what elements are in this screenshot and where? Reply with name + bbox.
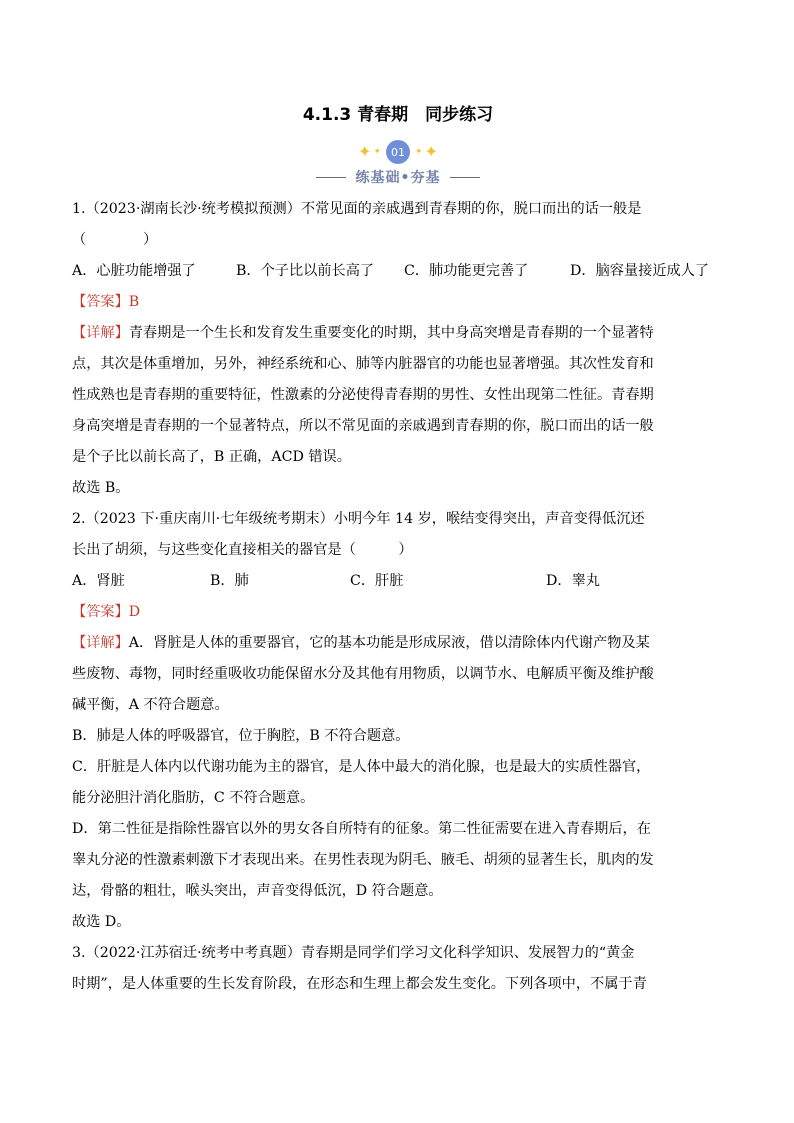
detail-line: 能分泌胆汁消化脂肪，C 不符合题意。 xyxy=(72,790,315,806)
star-icon: ✦ xyxy=(415,146,423,157)
conclusion: 故选 B。 xyxy=(72,480,130,496)
section-badge-row xyxy=(72,138,724,166)
option: B．个子比以前长高了 xyxy=(236,263,375,279)
question-stem: 3.（2022·江苏宿迁·统考中考真题）青春期是同学们学习文化科学知识、发展智力的“黄金 xyxy=(72,945,635,961)
option: D．脑容量接近成人了 xyxy=(570,263,710,279)
document-page xyxy=(72,100,724,1000)
section-number-badge: 01 xyxy=(386,140,410,164)
option: B．肺 xyxy=(210,573,249,589)
answer-value: B xyxy=(128,294,140,310)
divider xyxy=(450,177,480,178)
star-icon: ✦ xyxy=(358,142,372,161)
detail-line: C．肝脏是人体内以代谢功能为主的器官，是人体中最大的消化腺，也是最大的实质性器官， xyxy=(72,759,651,775)
section-title: 练基础•夯基 xyxy=(355,170,441,186)
answer xyxy=(72,597,724,628)
question-stem: 长出了胡须，与这些变化直接相关的器官是（ ） xyxy=(72,542,413,558)
detail-line: 是个子比以前长高了，B 正确，ACD 错误。 xyxy=(72,449,351,465)
detail-tag: 【详解】 xyxy=(72,635,129,651)
option: A．心脏功能增强了 xyxy=(72,263,196,279)
question-stem: 1.（2023·湖南长沙·统考模拟预测）不常见面的亲戚遇到青春期的你，脱口而出的话一般是 xyxy=(72,201,642,217)
detail-line: 睾丸分泌的性激素刺激下才表现出来。在男性表现为阴毛、腋毛、胡须的显著生长，肌肉的发 xyxy=(72,852,654,868)
detail-line: 点，其次是体重增加，另外，神经系统和心、肺等内脏器官的功能也显著增强。其次性发育和 xyxy=(72,356,654,372)
answer-value: D xyxy=(128,604,141,620)
detail-line: 【详解】青春期是一个生长和发育发生重要变化的时期，其中身高突增是青春期的一个显著特 xyxy=(72,325,654,341)
answer-tag: 【答案】 xyxy=(72,294,129,310)
options-row xyxy=(72,566,724,597)
answer xyxy=(72,287,724,318)
detail-line: 达，骨骼的粗壮，喉头突出，声音变得低沉，D 符合题意。 xyxy=(72,883,443,899)
page-title: 4.1.3 青春期 同步练习 xyxy=(302,105,494,125)
answer-tag: 【答案】 xyxy=(72,604,129,620)
detail-line: 身高突增是青春期的一个显著特点，所以不常见面的亲戚遇到青春期的你，脱口而出的话一般 xyxy=(72,418,654,434)
detail-line: D．第二性征是指除性器官以外的男女各自所特有的征象。第二性征需要在进入青春期后，在 xyxy=(72,821,651,837)
star-icon: ✦ xyxy=(373,146,381,157)
question-stem: 2.（2023 下·重庆南川·七年级统考期末）小明今年 14 岁，喉结变得突出，声音变得低沉还 xyxy=(72,511,645,527)
option: C．肺功能更完善了 xyxy=(404,263,529,279)
conclusion: 故选 D。 xyxy=(72,914,131,930)
divider xyxy=(316,177,346,178)
detail-tag: 【详解】 xyxy=(72,325,129,341)
detail-line: 些废物、毒物，同时经重吸收功能保留水分及其他有用物质，以调节水、电解质平衡及维护酸 xyxy=(72,666,654,682)
options-row xyxy=(72,256,724,287)
detail-line: 【详解】A．肾脏是人体的重要器官，它的基本功能是形成尿液，借以清除体内代谢产物及某 xyxy=(72,635,650,651)
detail-line: 碱平衡，A 不符合题意。 xyxy=(72,697,229,713)
question-stem: 时期”，是人体重要的生长发育阶段，在形态和生理上都会发生变化。下列各项中，不属于青 xyxy=(72,976,647,992)
option: A．肾脏 xyxy=(72,573,125,589)
star-icon: ✦ xyxy=(424,142,438,161)
option: C．肝脏 xyxy=(350,573,404,589)
question-stem: （ ） xyxy=(72,232,158,248)
option: D．睾丸 xyxy=(546,573,600,589)
detail-line: B．肺是人体的呼吸器官，位于胸腔，B 不符合题意。 xyxy=(72,728,410,744)
content xyxy=(72,194,724,1000)
detail-line: 性成熟也是青春期的重要特征，性激素的分泌使得青春期的男性、女性出现第二性征。青春期 xyxy=(72,387,654,403)
section-header xyxy=(72,166,724,188)
